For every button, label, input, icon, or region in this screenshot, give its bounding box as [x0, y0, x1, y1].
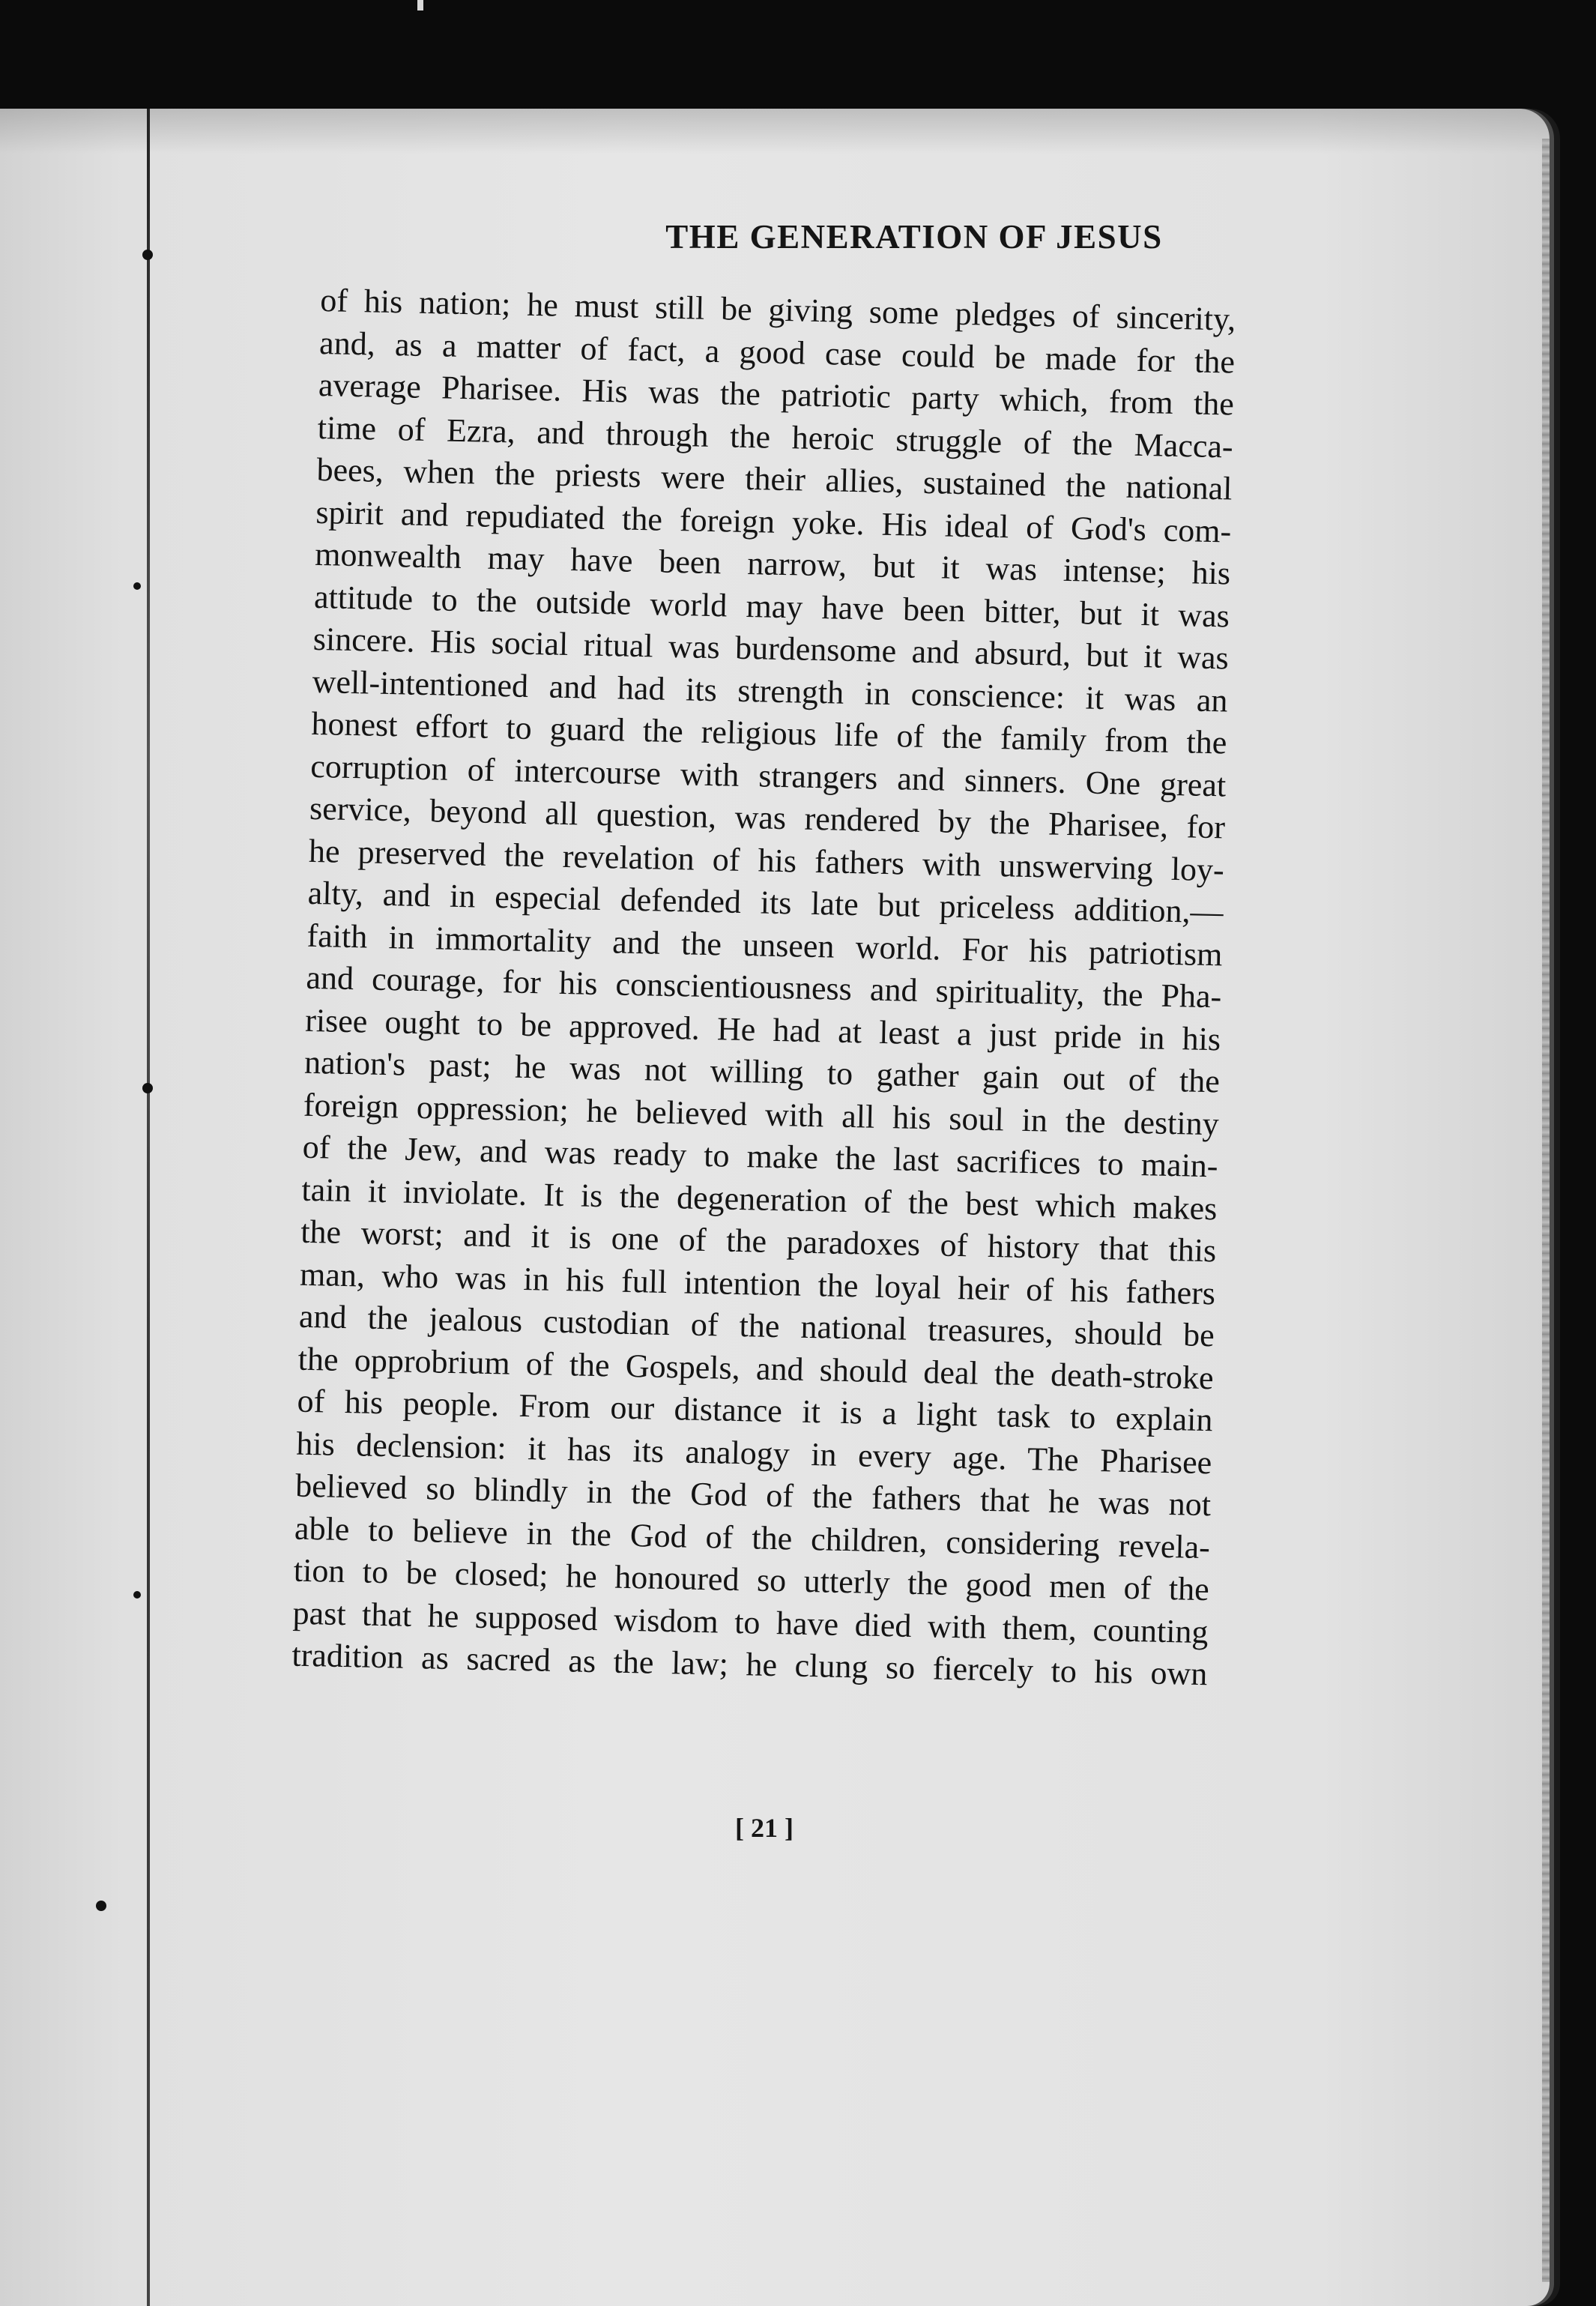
text-line: average Pharisee. His was the patriotic party which, from the — [318, 366, 1235, 423]
text-line: tradition as sacred as the law; he clung so fiercely to his own — [291, 1636, 1208, 1693]
text-line: of the Jew, and was ready to make the last sacrifices to main- — [302, 1128, 1219, 1185]
text-line: bees, when the priests were their allies, sustained the national — [316, 450, 1233, 507]
text-line: faith in immortality and the unseen world. For his patriotism — [306, 917, 1223, 973]
text-line: tion to be closed; he honoured so utterly the good men of the — [293, 1551, 1210, 1608]
text-line: of his nation; he must still be giving some pledges of sincerity, — [319, 281, 1236, 338]
text-line: the opprobrium of the Gospels, and should deal the death-stroke — [297, 1340, 1215, 1396]
text-line: spirit and repudiated the foreign yoke. His ideal of God's com- — [315, 493, 1232, 550]
text-line: he preserved the revelation of his fathers with unswerving loy- — [308, 832, 1225, 888]
text-line: his declension: it has its analogy in every age. The Pharisee — [295, 1425, 1212, 1481]
running-head: THE GENERATION OF JESUS — [665, 218, 1163, 256]
text-line: and, as a matter of fact, a good case could be made for the — [318, 324, 1236, 381]
gutter-mark — [133, 1591, 141, 1599]
text-line: well-intentioned and had its strength in conscience: it was an — [312, 662, 1229, 719]
text-line: of his people. From our distance it is a light task to explain — [297, 1382, 1213, 1439]
text-line: and courage, for his conscientiousness and spirituality, the Pha- — [305, 959, 1222, 1015]
text-line: honest effort to guard the religious life of the family from the — [311, 704, 1227, 761]
text-line: nation's past; he was not willing to gather gain out of the — [303, 1043, 1221, 1100]
text-line: man, who was in his full intention the loyal heir of his fathers — [299, 1255, 1216, 1312]
body-text — [291, 280, 1236, 1696]
gutter-mark — [96, 1901, 106, 1911]
page-number: [ 21 ] — [735, 1813, 794, 1843]
text-line: sincere. His social ritual was burdensome and absurd, but it was — [312, 620, 1230, 677]
gutter-mark — [142, 250, 153, 260]
gutter-mark — [133, 582, 141, 590]
text-line: able to believe in the God of the children, considering revela- — [294, 1509, 1211, 1566]
page-right-edge — [1542, 139, 1550, 2282]
text-line: tain it inviolate. It is the degeneration of the best which makes — [301, 1171, 1218, 1227]
text-line: past that he supposed wisdom to have died with them, counting — [292, 1594, 1209, 1650]
scan-speck — [417, 0, 423, 10]
text-line: believed so blindly in the God of the fathers that he was not — [294, 1467, 1212, 1524]
text-line: corruption of intercourse with strangers and sinners. One great — [309, 747, 1227, 803]
text-line: the worst; and it is one of the paradoxes of history that this — [300, 1213, 1217, 1270]
text-line: foreign oppression; he believed with all his soul in the destiny — [303, 1086, 1220, 1142]
page-top-shadow — [0, 109, 1550, 154]
text-line: monwealth may have been narrow, but it was intense; his — [314, 535, 1231, 592]
binding-gutter-line — [147, 109, 150, 2306]
text-line: and the jealous custodian of the national treasures, should be — [298, 1297, 1215, 1354]
text-line: service, beyond all question, was rendered by the Pharisee, for — [309, 789, 1226, 846]
text-line: risee ought to be approved. He had at least a just pride in his — [304, 1001, 1221, 1057]
text-line: time of Ezra, and through the heroic struggle of the Macca- — [317, 408, 1234, 465]
text-line: attitude to the outside world may have been bitter, but it was — [313, 578, 1230, 634]
gutter-mark — [142, 1083, 153, 1093]
text-line: alty, and in especial defended its late but priceless addition,— — [307, 874, 1224, 931]
